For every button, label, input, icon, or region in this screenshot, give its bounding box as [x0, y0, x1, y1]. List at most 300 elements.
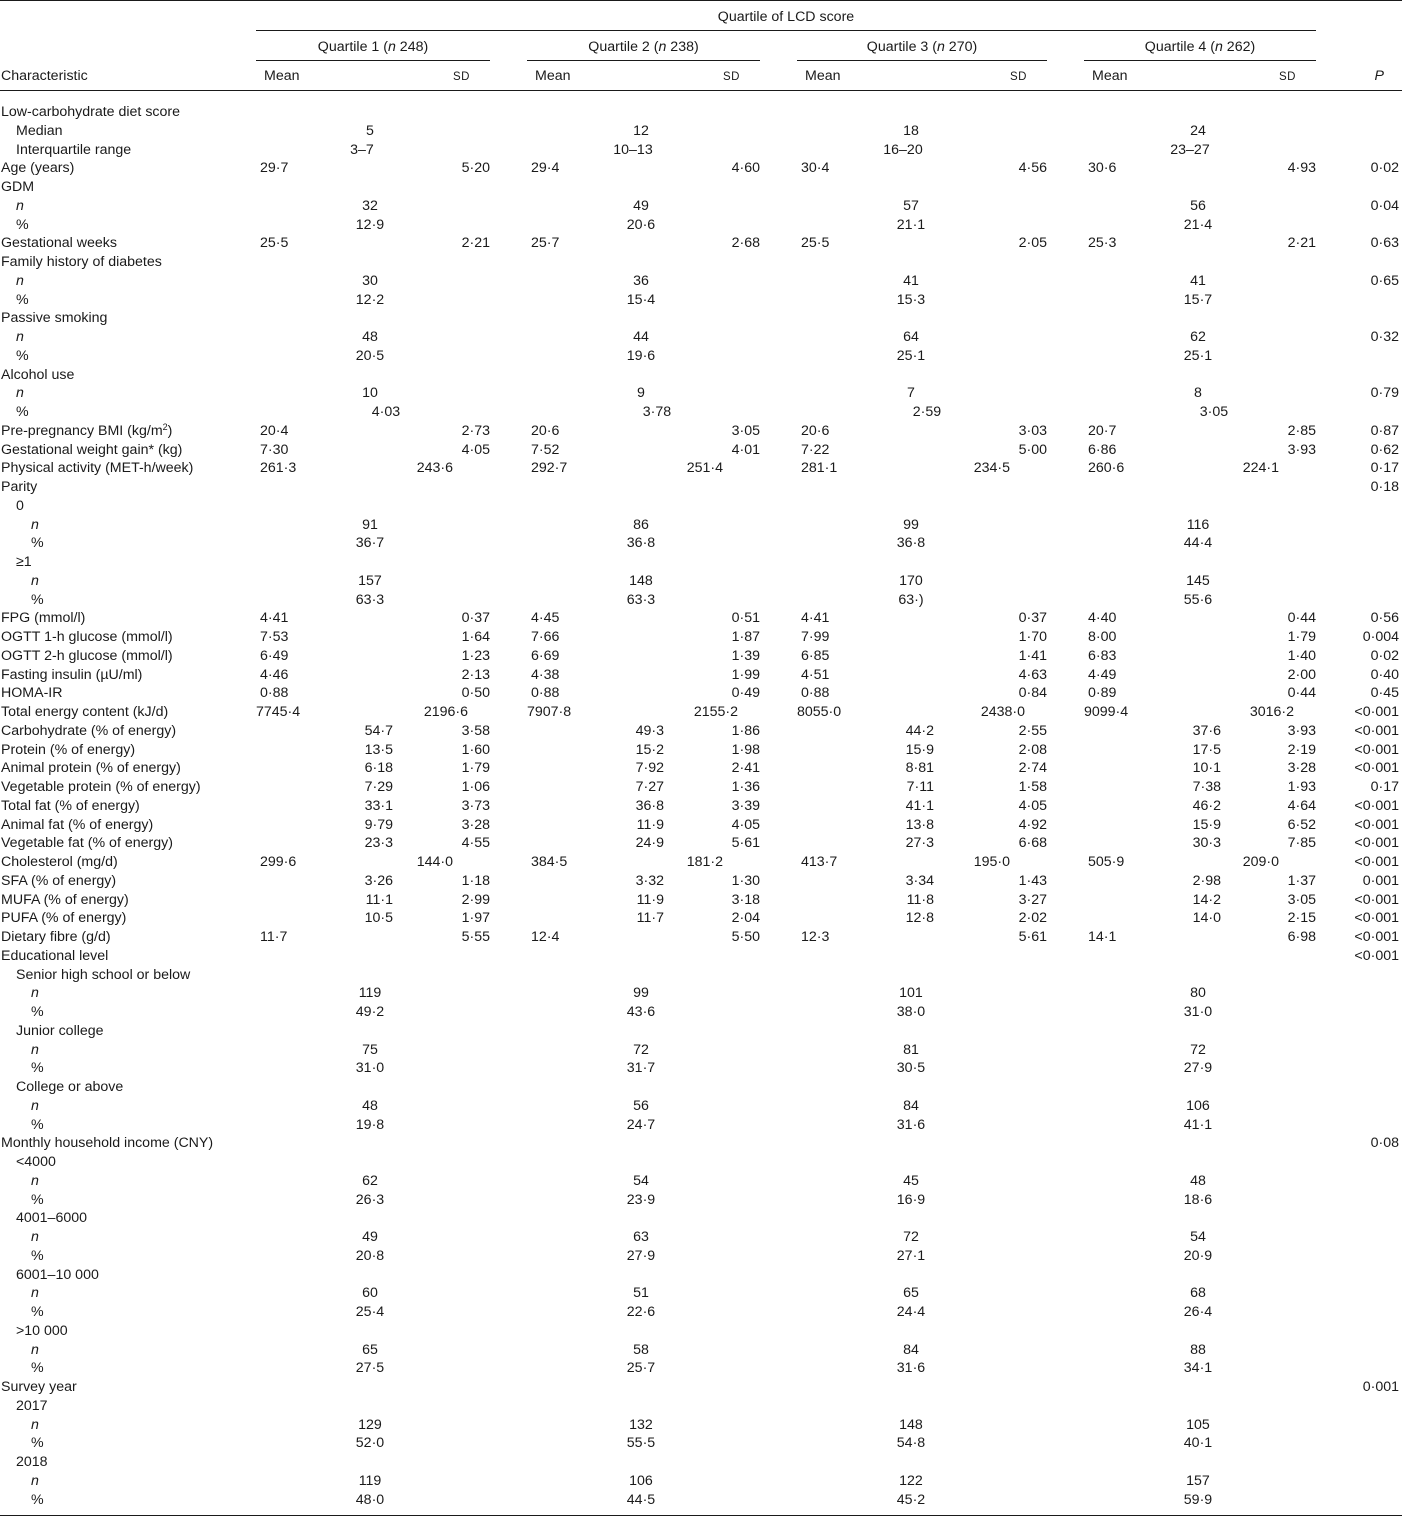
- value-cell: 157: [1186, 1472, 1210, 1489]
- value-cell: 54: [1190, 1229, 1206, 1245]
- row-label: n: [16, 272, 24, 289]
- mean-cell: 11·9: [636, 891, 664, 908]
- mean-cell: 2·98: [1192, 872, 1221, 889]
- p-value: <0·001: [1354, 854, 1399, 870]
- sd-cell: 1·60: [461, 741, 490, 758]
- sd-cell: 0·51: [731, 610, 760, 627]
- quartile-rule: [256, 60, 490, 61]
- value-cell: 57: [903, 197, 919, 214]
- p-value: 0·001: [1362, 1379, 1399, 1395]
- p-value: 0·02: [1370, 647, 1399, 664]
- sd-cell: 1·64: [461, 629, 490, 645]
- row-label: 0: [16, 497, 24, 514]
- value-cell: 3·05: [1199, 404, 1229, 420]
- row-label: FPG (mmol/l): [1, 610, 86, 627]
- value-cell: 27·9: [626, 1247, 656, 1264]
- mean-cell: 0·88: [801, 685, 830, 702]
- value-cell: 26·3: [355, 1191, 385, 1208]
- mean-cell: 9·79: [364, 816, 393, 833]
- row-label: %: [31, 1116, 44, 1133]
- sd-cell: 0·44: [1287, 610, 1316, 627]
- bottom-rule: [0, 1515, 1402, 1516]
- p-value: <0·001: [1354, 947, 1399, 964]
- p-value: <0·001: [1354, 891, 1399, 908]
- mean-cell: 25·3: [1088, 235, 1117, 252]
- value-cell: 52·0: [355, 1435, 385, 1452]
- mean-cell: 6·83: [1088, 647, 1117, 664]
- mean-cell: 7907·8: [527, 704, 572, 720]
- row-label: <4000: [16, 1154, 56, 1170]
- mean-cell: 30·6: [1088, 160, 1117, 177]
- value-cell: 63·3: [626, 591, 656, 608]
- row-label: OGTT 1-h glucose (mmol/l): [1, 629, 173, 645]
- p-value: 0·45: [1370, 685, 1399, 702]
- p-value: <0·001: [1354, 760, 1399, 777]
- sd-cell: 3·18: [731, 891, 760, 908]
- value-cell: 12·9: [355, 216, 385, 233]
- value-cell: 21·1: [896, 216, 926, 233]
- mean-cell: 7·52: [531, 441, 560, 458]
- value-cell: 72: [903, 1229, 919, 1245]
- mean-cell: 25·7: [531, 235, 560, 252]
- row-label: %: [31, 535, 44, 552]
- value-cell: 15·4: [626, 291, 656, 308]
- mean-header: Mean: [264, 68, 300, 84]
- p-value: 0·32: [1370, 329, 1399, 345]
- value-cell: 62: [1190, 329, 1206, 345]
- p-value: 0·63: [1370, 235, 1399, 252]
- row-label: n: [31, 1229, 39, 1245]
- sd-cell: 2·99: [461, 891, 490, 908]
- row-label: Total energy content (kJ/d): [1, 704, 169, 720]
- mean-cell: 7·99: [801, 629, 830, 645]
- value-cell: 19·8: [355, 1116, 385, 1133]
- sd-cell: 1·36: [731, 779, 760, 795]
- row-label: Protein (% of energy): [1, 741, 136, 758]
- mean-cell: 20·6: [531, 422, 560, 439]
- value-cell: 24·7: [626, 1116, 656, 1133]
- sd-cell: 4·01: [731, 441, 760, 458]
- p-value: 0·02: [1370, 160, 1399, 177]
- value-cell: 27·9: [1183, 1060, 1213, 1077]
- sd-cell: 3·28: [1287, 760, 1316, 777]
- mean-cell: 27·3: [905, 835, 934, 852]
- row-label: 6001–10 000: [16, 1266, 99, 1283]
- value-cell: 30: [362, 272, 378, 289]
- row-label: Physical activity (MET-h/week): [1, 460, 194, 477]
- mean-cell: 41·1: [905, 797, 934, 814]
- mean-cell: 29·4: [531, 160, 560, 177]
- p-value: 0·62: [1370, 441, 1399, 458]
- sd-cell: 2·55: [1018, 722, 1047, 739]
- row-label: Fasting insulin (µU/ml): [1, 666, 143, 683]
- mean-cell: 23·3: [364, 835, 393, 852]
- mean-cell: 7·11: [906, 779, 934, 795]
- p-value: 0·001: [1362, 872, 1399, 889]
- value-cell: 122: [899, 1472, 923, 1489]
- sd-cell: 3·39: [731, 797, 760, 814]
- mean-cell: 7·92: [635, 760, 664, 777]
- row-label: Alcohol use: [1, 366, 75, 383]
- value-cell: 26·4: [1183, 1304, 1213, 1320]
- mean-cell: 261·3: [260, 460, 297, 477]
- value-cell: 4·03: [371, 404, 401, 420]
- sd-cell: 4·93: [1287, 160, 1316, 177]
- value-cell: 62: [362, 1172, 378, 1189]
- row-label: MUFA (% of energy): [1, 891, 129, 908]
- value-cell: 68: [1190, 1285, 1206, 1302]
- sd-cell: 4·55: [461, 835, 490, 852]
- sd-cell: 6·52: [1287, 816, 1316, 833]
- mean-cell: 6·69: [531, 647, 560, 664]
- sd-cell: 1·23: [461, 647, 490, 664]
- sd-cell: 144·0: [416, 854, 453, 870]
- row-label: Gestational weight gain* (kg): [1, 441, 183, 458]
- mean-cell: 260·6: [1088, 460, 1125, 477]
- value-cell: 43·6: [626, 1004, 656, 1020]
- row-label: %: [31, 1304, 44, 1320]
- mean-cell: 20·7: [1088, 422, 1117, 439]
- value-cell: 88: [1190, 1341, 1206, 1358]
- quartile-header: Quartile 2 (n 238): [588, 39, 699, 55]
- mean-cell: 4·51: [801, 666, 830, 683]
- p-value: 0·17: [1370, 460, 1399, 477]
- value-cell: 19·6: [626, 347, 656, 364]
- mean-cell: 8·81: [905, 760, 934, 777]
- sd-cell: 1·18: [461, 872, 490, 889]
- p-value: 0·004: [1362, 629, 1399, 645]
- sd-cell: 1·41: [1018, 647, 1047, 664]
- row-label: Senior high school or below: [16, 966, 191, 983]
- mean-cell: 8055·0: [797, 704, 842, 720]
- value-cell: 48: [362, 1097, 378, 1114]
- sd-cell: 224·1: [1242, 460, 1279, 477]
- sd-cell: 2155·2: [693, 704, 738, 720]
- mean-cell: 20·4: [260, 422, 289, 439]
- mean-cell: 14·1: [1088, 929, 1117, 945]
- p-value: <0·001: [1354, 816, 1399, 833]
- sd-cell: 2·02: [1018, 910, 1047, 927]
- row-label: Animal fat (% of energy): [1, 816, 154, 833]
- sd-cell: 1·87: [731, 629, 760, 645]
- value-cell: 119: [358, 1472, 382, 1489]
- value-cell: 38·0: [896, 1004, 926, 1020]
- quartile-rule: [527, 60, 760, 61]
- value-cell: 148: [899, 1416, 923, 1433]
- value-cell: 80: [1190, 985, 1206, 1002]
- value-cell: 99: [903, 516, 919, 533]
- value-cell: 49·2: [355, 1004, 385, 1020]
- range-cell: 16–20: [883, 141, 923, 158]
- sd-header: SD: [723, 71, 740, 83]
- mean-cell: 3·32: [635, 872, 664, 889]
- value-cell: 48: [362, 329, 378, 345]
- value-cell: 54·8: [896, 1435, 926, 1452]
- mean-cell: 0·88: [260, 685, 289, 702]
- row-label: Educational level: [1, 947, 109, 964]
- row-label: Carbohydrate (% of energy): [1, 722, 177, 739]
- mean-cell: 11·7: [260, 929, 288, 945]
- row-label: Age (years): [1, 160, 75, 177]
- value-cell: 15·3: [896, 291, 926, 308]
- value-cell: 170: [899, 572, 923, 589]
- sd-cell: 0·37: [1018, 610, 1047, 627]
- p-value: 0·40: [1370, 666, 1399, 683]
- row-label: %: [31, 1191, 44, 1208]
- value-cell: 157: [358, 572, 382, 589]
- sd-cell: 2196·6: [423, 704, 468, 720]
- row-label: n: [31, 516, 39, 533]
- mean-cell: 12·4: [531, 929, 560, 945]
- row-label: >10 000: [16, 1322, 68, 1339]
- value-cell: 45·2: [896, 1491, 926, 1508]
- row-label: %: [16, 291, 29, 308]
- value-cell: 40·1: [1183, 1435, 1213, 1452]
- value-cell: 25·7: [626, 1360, 656, 1377]
- mean-cell: 299·6: [260, 854, 297, 870]
- sd-cell: 251·4: [686, 460, 723, 477]
- row-label: Low-carbohydrate diet score: [1, 104, 181, 120]
- row-label: Passive smoking: [1, 310, 108, 327]
- sd-cell: 3·93: [1287, 441, 1316, 458]
- value-cell: 31·0: [355, 1060, 385, 1077]
- value-cell: 36·7: [355, 535, 385, 552]
- value-cell: 5: [366, 122, 374, 139]
- value-cell: 31·6: [896, 1360, 926, 1377]
- sd-cell: 1·40: [1287, 647, 1316, 664]
- row-label: %: [31, 1491, 44, 1508]
- value-cell: 81: [903, 1041, 919, 1058]
- value-cell: 72: [1190, 1041, 1206, 1058]
- row-label: n: [16, 197, 24, 214]
- value-cell: 48: [1190, 1172, 1206, 1189]
- sd-cell: 2·15: [1287, 910, 1316, 927]
- sd-cell: 4·05: [1018, 797, 1047, 814]
- sd-cell: 0·37: [461, 610, 490, 627]
- value-cell: 84: [903, 1097, 919, 1114]
- sd-cell: 3·93: [1287, 722, 1316, 739]
- value-cell: 27·1: [896, 1247, 926, 1264]
- value-cell: 25·1: [1183, 347, 1213, 364]
- sd-cell: 2·04: [731, 910, 760, 927]
- value-cell: 27·5: [355, 1360, 385, 1377]
- value-cell: 63: [633, 1229, 649, 1245]
- value-cell: 63·3: [355, 591, 385, 608]
- sd-cell: 3·58: [461, 722, 490, 739]
- value-cell: 45: [903, 1172, 919, 1189]
- p-value: 0·04: [1370, 197, 1399, 214]
- mean-cell: 4·41: [801, 610, 830, 627]
- mean-cell: 44·2: [905, 722, 934, 739]
- mean-cell: 12·8: [905, 910, 934, 927]
- sd-cell: 5·61: [1018, 929, 1047, 945]
- value-cell: 30·5: [896, 1060, 926, 1077]
- mean-cell: 7·38: [1192, 779, 1221, 795]
- sd-cell: 1·30: [731, 872, 760, 889]
- sd-cell: 1·79: [461, 760, 490, 777]
- value-cell: 15·7: [1183, 291, 1213, 308]
- sd-cell: 2·19: [1287, 741, 1316, 758]
- value-cell: 36·8: [896, 535, 926, 552]
- sd-cell: 1·99: [731, 666, 760, 683]
- row-label: n: [16, 329, 24, 345]
- mean-cell: 7·53: [260, 629, 289, 645]
- row-label: 4001–6000: [16, 1210, 88, 1227]
- sd-cell: 2·41: [731, 760, 760, 777]
- mean-cell: 4·41: [260, 610, 289, 627]
- mean-cell: 15·9: [905, 741, 934, 758]
- super-header: Quartile of LCD score: [717, 9, 855, 25]
- mean-cell: 4·49: [1088, 666, 1117, 683]
- sd-cell: 3·27: [1018, 891, 1047, 908]
- sd-cell: 3·05: [1287, 891, 1316, 908]
- mean-cell: 6·85: [801, 647, 830, 664]
- value-cell: 9: [637, 385, 645, 402]
- mean-cell: 292·7: [531, 460, 568, 477]
- mean-cell: 12·3: [801, 929, 830, 945]
- value-cell: 145: [1186, 572, 1210, 589]
- p-value: 0·56: [1370, 610, 1399, 627]
- value-cell: 84: [903, 1341, 919, 1358]
- p-value: 0·79: [1370, 385, 1399, 402]
- mean-cell: 4·46: [260, 666, 289, 683]
- sd-cell: 3·03: [1018, 422, 1047, 439]
- row-label: n: [31, 572, 39, 589]
- mean-cell: 11·7: [636, 910, 664, 927]
- mean-cell: 13·5: [364, 741, 393, 758]
- sd-cell: 243·6: [416, 460, 453, 477]
- p-value: 0·08: [1370, 1135, 1399, 1152]
- mean-cell: 29·7: [260, 160, 289, 177]
- value-cell: 31·0: [1183, 1004, 1213, 1020]
- row-label: n: [31, 1472, 39, 1489]
- sd-cell: 1·43: [1018, 872, 1047, 889]
- value-cell: 44·5: [626, 1491, 656, 1508]
- value-cell: 36: [633, 272, 649, 289]
- p-value: 0·65: [1370, 272, 1399, 289]
- row-label: Monthly household income (CNY): [1, 1135, 214, 1152]
- sd-cell: 234·5: [973, 460, 1010, 477]
- value-cell: 99: [633, 985, 649, 1002]
- row-label: n: [31, 1097, 39, 1114]
- mean-cell: 6·49: [260, 647, 289, 664]
- p-value: <0·001: [1354, 797, 1399, 814]
- row-label: Survey year: [1, 1379, 77, 1395]
- value-cell: 106: [1186, 1097, 1210, 1114]
- mean-cell: 10·1: [1192, 760, 1221, 777]
- row-label: College or above: [16, 1079, 124, 1095]
- sd-cell: 2·74: [1018, 760, 1047, 777]
- mean-cell: 36·8: [635, 797, 664, 814]
- value-cell: 20·9: [1183, 1247, 1213, 1264]
- value-cell: 49: [633, 197, 649, 214]
- mean-cell: 30·3: [1192, 835, 1221, 852]
- mean-cell: 49·3: [635, 722, 664, 739]
- row-label: %: [31, 591, 44, 608]
- row-label: n: [31, 1172, 39, 1189]
- row-label: GDM: [1, 179, 35, 195]
- sd-cell: 1·70: [1018, 629, 1047, 645]
- row-label: Total fat (% of energy): [1, 797, 140, 814]
- row-label: Cholesterol (mg/d): [1, 854, 118, 870]
- mean-cell: 4·45: [531, 610, 560, 627]
- mean-cell: 25·5: [801, 235, 830, 252]
- sd-cell: 2·00: [1287, 666, 1316, 683]
- mean-cell: 20·6: [801, 422, 830, 439]
- value-cell: 44·4: [1183, 535, 1213, 552]
- sd-cell: 209·0: [1242, 854, 1279, 870]
- mean-cell: 3·26: [364, 872, 393, 889]
- sd-cell: 1·39: [731, 647, 760, 664]
- mean-cell: 413·7: [801, 854, 838, 870]
- value-cell: 2·59: [912, 404, 942, 420]
- row-label: Animal protein (% of energy): [1, 760, 181, 777]
- sd-cell: 2·13: [461, 666, 490, 683]
- sd-header: SD: [1010, 71, 1027, 83]
- row-label: OGTT 2-h glucose (mmol/l): [1, 647, 173, 664]
- sd-cell: 195·0: [973, 854, 1010, 870]
- sd-cell: 7·85: [1287, 835, 1316, 852]
- value-cell: 41: [903, 272, 919, 289]
- sd-cell: 0·84: [1018, 685, 1047, 702]
- value-cell: 31·7: [626, 1060, 656, 1077]
- sd-cell: 181·2: [686, 854, 723, 870]
- mean-cell: 7745·4: [256, 704, 301, 720]
- mean-cell: 7·22: [801, 441, 830, 458]
- value-cell: 41: [1190, 272, 1206, 289]
- mean-cell: 7·30: [260, 441, 289, 458]
- value-cell: 55·5: [626, 1435, 656, 1452]
- value-cell: 25·4: [355, 1304, 385, 1320]
- value-cell: 75: [362, 1041, 378, 1058]
- value-cell: 20·8: [355, 1247, 385, 1264]
- p-value: 0·17: [1370, 779, 1399, 795]
- row-label: n: [31, 985, 39, 1002]
- value-cell: 65: [362, 1341, 378, 1358]
- mean-header: Mean: [535, 68, 571, 84]
- value-cell: 41·1: [1183, 1116, 1213, 1133]
- row-label: Dietary fibre (g/d): [1, 929, 111, 945]
- row-label: PUFA (% of energy): [1, 910, 127, 927]
- value-cell: 31·6: [896, 1116, 926, 1133]
- value-cell: 20·6: [626, 216, 656, 233]
- mean-cell: 37·6: [1192, 722, 1221, 739]
- mean-cell: 14·0: [1192, 910, 1221, 927]
- mean-cell: 281·1: [801, 460, 838, 477]
- value-cell: 106: [629, 1472, 653, 1489]
- sd-cell: 2·73: [461, 422, 490, 439]
- header-rule: [0, 90, 1402, 91]
- sd-cell: 1·93: [1287, 779, 1316, 795]
- value-cell: 34·1: [1183, 1360, 1213, 1377]
- row-label: SFA (% of energy): [1, 872, 117, 889]
- mean-cell: 6·18: [364, 760, 393, 777]
- p-value: <0·001: [1354, 910, 1399, 927]
- p-value: <0·001: [1354, 929, 1399, 945]
- mean-cell: 9099·4: [1084, 704, 1129, 720]
- sd-cell: 0·50: [461, 685, 490, 702]
- sd-cell: 1·98: [731, 741, 760, 758]
- mean-cell: 7·27: [635, 779, 664, 795]
- p-value: <0·001: [1354, 835, 1399, 852]
- sd-cell: 3·28: [461, 816, 490, 833]
- value-cell: 105: [1186, 1416, 1210, 1433]
- row-label: n: [16, 385, 24, 402]
- value-cell: 91: [362, 516, 378, 533]
- value-cell: 148: [629, 572, 653, 589]
- row-label: Pre-pregnancy BMI $(kg/m^2)$: [1, 421, 173, 439]
- stub-header: Characteristic: [1, 68, 88, 84]
